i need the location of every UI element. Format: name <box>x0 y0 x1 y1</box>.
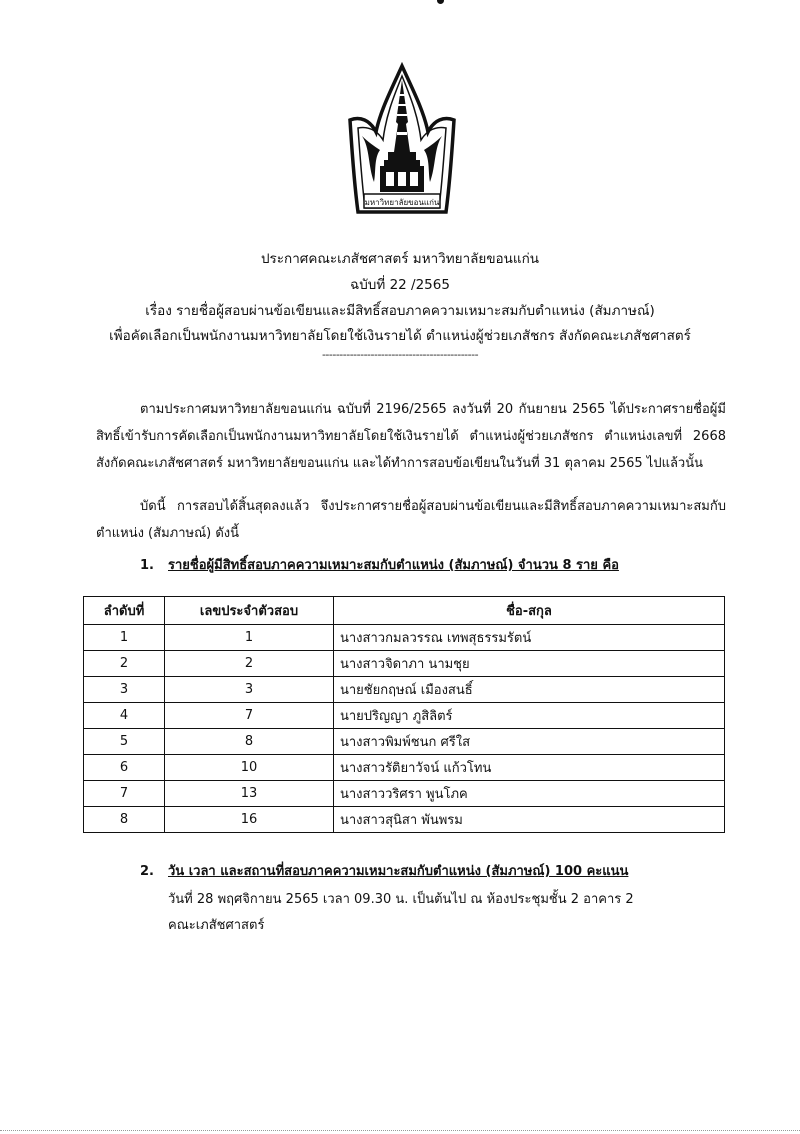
cell-name: นายปริญญา ภูสิลิตร์ <box>334 703 725 729</box>
section-2-detail-2: คณะเภสัชศาสตร์ <box>168 918 265 933</box>
cell-exam-id: 7 <box>165 703 334 729</box>
cell-name: นางสาวพิมพ์ชนก ศรีใส <box>334 729 725 755</box>
table-row <box>84 651 725 677</box>
cell-order: 1 <box>84 625 165 651</box>
cell-exam-id: 10 <box>165 755 334 781</box>
cell-exam-id: 3 <box>165 677 334 703</box>
table-row <box>84 677 725 703</box>
table-row <box>84 807 725 833</box>
table-row <box>84 703 725 729</box>
table-row <box>84 781 725 807</box>
cell-exam-id: 16 <box>165 807 334 833</box>
header-divider: --------------------------------------------- <box>321 348 479 361</box>
cell-name: นางสาวจิดาภา นามชุย <box>334 651 725 677</box>
table-row <box>84 625 725 651</box>
section-1-number: 1. <box>140 558 154 573</box>
header-line-1: ประกาศคณะเภสัชศาสตร์ มหาวิทยาลัยขอนแก่น <box>260 251 539 267</box>
cell-order: 4 <box>84 703 165 729</box>
cell-order: 5 <box>84 729 165 755</box>
section-1-heading <box>140 554 619 575</box>
cell-exam-id: 8 <box>165 729 334 755</box>
section-2-detail-1: วันที่ 28 พฤศจิกายน 2565 เวลา 09.30 น. เป็นต้นไป ณ ห้องประชุมชั้น 2 อาคาร 2 <box>168 892 634 907</box>
section-2-number: 2. <box>140 864 154 879</box>
cell-exam-id: 13 <box>165 781 334 807</box>
cell-order: 2 <box>84 651 165 677</box>
announcement-number: ฉบับที่ 22 /2565 <box>350 277 450 293</box>
cell-order: 8 <box>84 807 165 833</box>
cell-name: นายชัยกฤษณ์ เมืองสนธิ์ <box>334 677 725 703</box>
body-paragraph-1 <box>96 396 726 477</box>
cell-name: นางสาวกมลวรรณ เทพสุธรรมรัตน์ <box>334 625 725 651</box>
cell-order: 6 <box>84 755 165 781</box>
cell-order: 3 <box>84 677 165 703</box>
table-row <box>84 729 725 755</box>
university-seal-icon <box>340 62 464 238</box>
column-header-order: ลำดับที่ <box>84 597 165 625</box>
announcement-subject: เรื่อง รายชื่อผู้สอบผ่านข้อเขียนและมีสิทธิ์สอบภาคความเหมาะสมกับตำแหน่ง (สัมภาษณ์) <box>145 303 655 319</box>
body-paragraph-1-text: ตามประกาศมหาวิทยาลัยขอนแก่น ฉบับที่ 2196/2565 ลงวันที่ 20 กันยายน 2565 ได้ประกาศรายชื่อผู้มีสิทธิ์เข้ารับการคัดเลือกเป็นพนักงานมหาวิทยาลัยโดยใช้เงินรายได้ ตำแหน่งผู้ช่วยเภสัชกร ตำแหน่งเลขที่ 2668 สังกัดคณะเภสัชศาสตร์ มหาวิทยาลัยขอนแก่น และได้ทำการสอบข้อเขียนในวันที่ 31 ตุลาคม 2565 ไปแล้วนั้น <box>96 402 726 471</box>
column-header-exam-id: เลขประจำตัวสอบ <box>165 597 334 625</box>
cell-name: นางสาววริศรา พูนโภค <box>334 781 725 807</box>
scan-edge <box>0 1130 800 1132</box>
section-1-title: รายชื่อผู้มีสิทธิ์สอบภาคความเหมาะสมกับตำแหน่ง (สัมภาษณ์) จำนวน 8 ราย คือ <box>168 558 619 573</box>
cell-exam-id: 1 <box>165 625 334 651</box>
cell-exam-id: 2 <box>165 651 334 677</box>
body-paragraph-2 <box>96 493 726 547</box>
scan-mark <box>437 0 444 4</box>
cell-order: 7 <box>84 781 165 807</box>
table-header-row <box>84 597 725 625</box>
column-header-name: ชื่อ-สกุล <box>334 597 725 625</box>
cell-name: นางสาวสุนิสา พันพรม <box>334 807 725 833</box>
cell-name: นางสาวรัติยาวัจน์ แก้วโทน <box>334 755 725 781</box>
section-2-heading <box>140 860 628 881</box>
section-2-title: วัน เวลา และสถานที่สอบภาคความเหมาะสมกับตำแหน่ง (สัมภาษณ์) 100 คะแนน <box>168 864 629 879</box>
seal-text: มหาวิทยาลัยขอนแก่น <box>364 198 440 207</box>
body-paragraph-2-text: บัดนี้ การสอบได้สิ้นสุดลงแล้ว จึงประกาศรายชื่อผู้สอบผ่านข้อเขียนและมีสิทธิ์สอบภาคความเหมาะสมกับตำแหน่ง (สัมภาษณ์) ดังนี้ <box>96 499 726 541</box>
candidate-table <box>83 596 725 833</box>
table-row <box>84 755 725 781</box>
announcement-subject-cont: เพื่อคัดเลือกเป็นพนักงานมหาวิทยาลัยโดยใช้เงินรายได้ ตำแหน่งผู้ช่วยเภสัชกร สังกัดคณะเภสัชศาสตร์ <box>109 328 691 344</box>
